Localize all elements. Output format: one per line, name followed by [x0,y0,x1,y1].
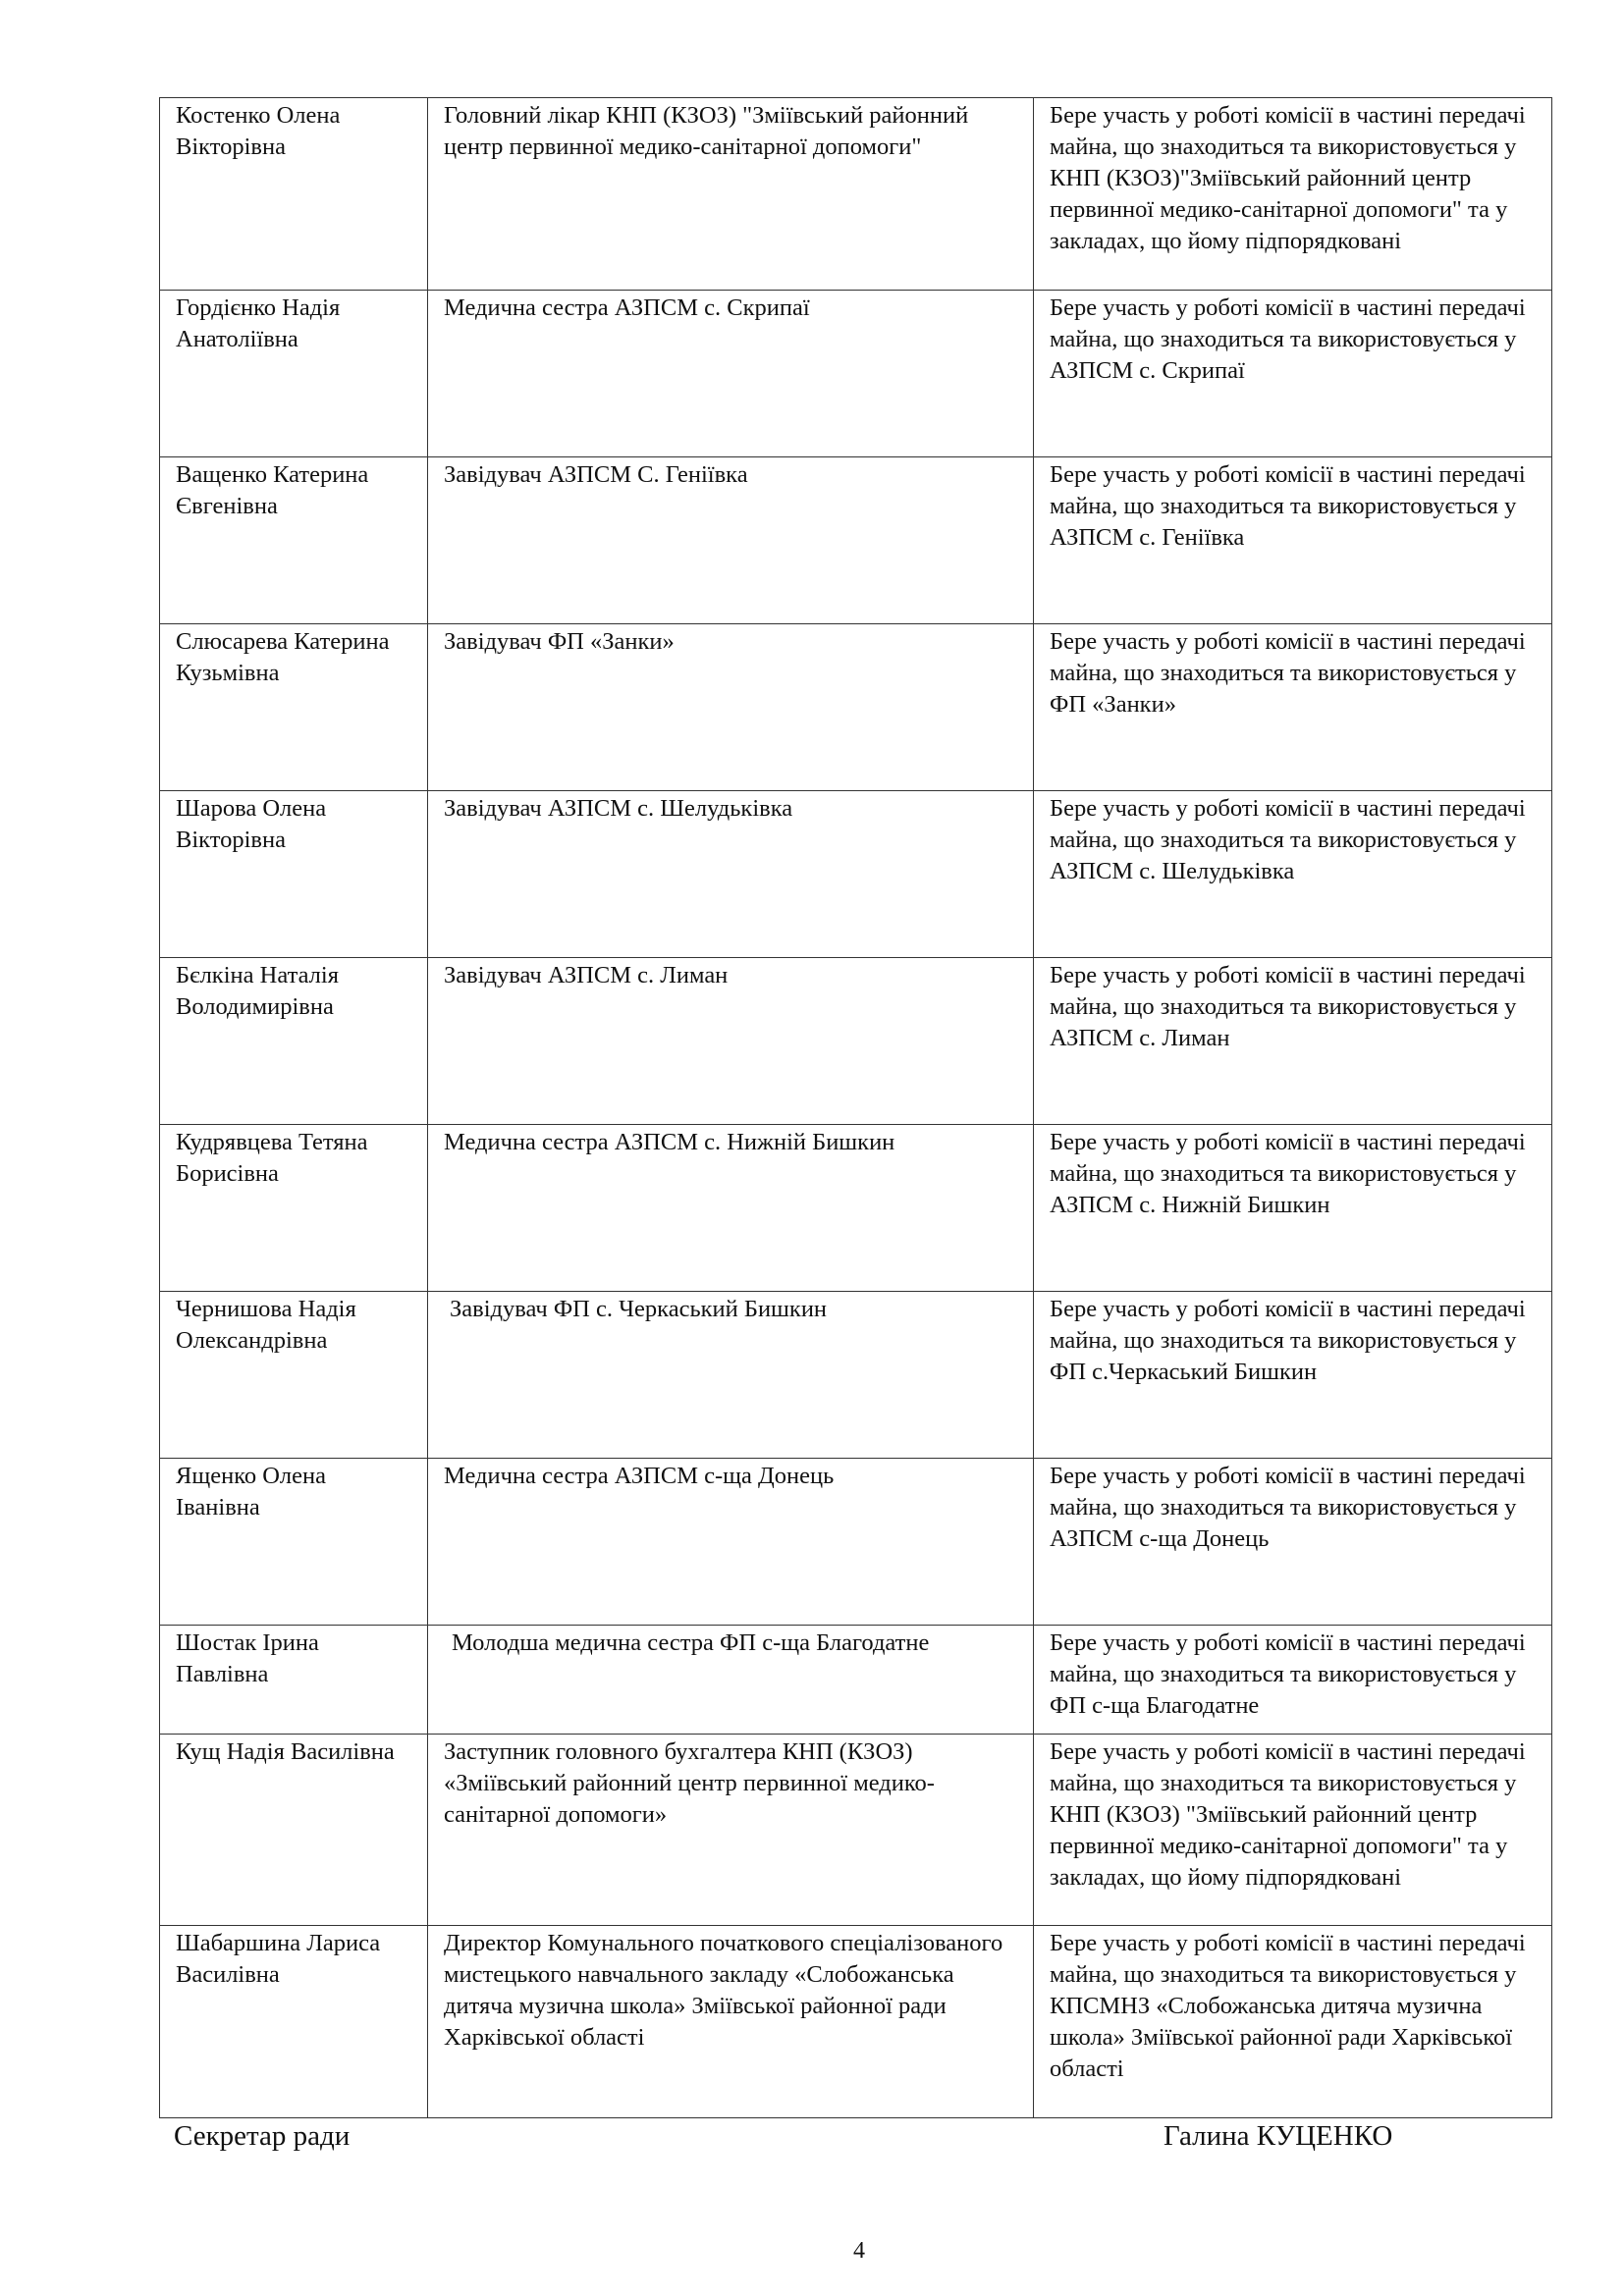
table-row [160,1125,1552,1292]
member-role: Бере участь у роботі комісії в частині передачі майна, що знаходиться та використовується у ФП с-ща Благодатне [1034,1626,1552,1735]
table-row [160,1735,1552,1926]
member-role: Бере участь у роботі комісії в частині передачі майна, що знаходиться та використовується у АЗПСМ с. Скрипаї [1034,291,1552,457]
member-role: Бере участь у роботі комісії в частині передачі майна, що знаходиться та використовується у АЗПСМ с. Геніївка [1034,457,1552,624]
table-row [160,457,1552,624]
member-name: Слюсарева Катерина Кузьмівна [160,624,428,791]
member-name: Бєлкіна Наталія Володимирівна [160,958,428,1125]
member-position: Головний лікар КНП (КЗОЗ) "Зміївський районний центр первинної медико-санітарної допомоги" [428,98,1034,291]
member-role: Бере участь у роботі комісії в частині передачі майна, що знаходиться та використовується у АЗПСМ с. Лиман [1034,958,1552,1125]
table-row [160,1626,1552,1735]
member-position: Молодша медична сестра ФП с-ща Благодатне [428,1626,1034,1735]
member-name: Шарова Олена Вікторівна [160,791,428,958]
table-row [160,624,1552,791]
member-role: Бере участь у роботі комісії в частині передачі майна, що знаходиться та використовується у ФП с.Черкаський Бишкин [1034,1292,1552,1459]
member-role: Бере участь у роботі комісії в частині передачі майна, що знаходиться та використовується у ФП «Занки» [1034,624,1552,791]
table-row [160,958,1552,1125]
table-row [160,1926,1552,2118]
member-position: Медична сестра АЗПСМ с. Нижній Бишкин [428,1125,1034,1292]
commission-members-table [159,97,1552,2118]
member-name: Шабаршина Лариса Василівна [160,1926,428,2118]
member-position: Завідувач ФП с. Черкаський Бишкин [428,1292,1034,1459]
member-role: Бере участь у роботі комісії в частині передачі майна, що знаходиться та використовується у КНП (КЗОЗ) "Зміївський районний центр первинної медико-санітарної допомоги" та у закладах, що йому підпорядковані [1034,1735,1552,1926]
member-position: Медична сестра АЗПСМ с-ща Донець [428,1459,1034,1626]
member-position: Завідувач ФП «Занки» [428,624,1034,791]
member-name: Кущ Надія Василівна [160,1735,428,1926]
table-row [160,1459,1552,1626]
member-name: Чернишова Надія Олександрівна [160,1292,428,1459]
member-role: Бере участь у роботі комісії в частині передачі майна, що знаходиться та використовується у КПСМНЗ «Слобожанська дитяча музична школа» Зміївської районної ради Харківської області [1034,1926,1552,2118]
member-role: Бере участь у роботі комісії в частині передачі майна, що знаходиться та використовується у АЗПСМ с. Шелудьківка [1034,791,1552,958]
member-name: Костенко Олена Вікторівна [160,98,428,291]
signatory-name: Галина КУЦЕНКО [1164,2120,1393,2152]
member-position: Завідувач АЗПСМ с. Лиман [428,958,1034,1125]
table-row [160,791,1552,958]
member-position: Заступник головного бухгалтера КНП (КЗОЗ) «Зміївський районний центр первинної медико-санітарної допомоги» [428,1735,1034,1926]
table-row [160,1292,1552,1459]
member-name: Кудрявцева Тетяна Борисівна [160,1125,428,1292]
member-role: Бере участь у роботі комісії в частині передачі майна, що знаходиться та використовується у АЗПСМ с-ща Донець [1034,1459,1552,1626]
secretary-title: Секретар ради [174,2120,351,2152]
member-position: Директор Комунального початкового спеціалізованого мистецького навчального закладу «Слобожанська дитяча музична школа» Зміївської районної ради Харківської області [428,1926,1034,2118]
member-position: Завідувач АЗПСМ С. Геніївка [428,457,1034,624]
member-role: Бере участь у роботі комісії в частині передачі майна, що знаходиться та використовується у АЗПСМ с. Нижній Бишкин [1034,1125,1552,1292]
member-position: Завідувач АЗПСМ с. Шелудьківка [428,791,1034,958]
member-name: Шостак Ірина Павлівна [160,1626,428,1735]
member-name: Ященко Олена Іванівна [160,1459,428,1626]
table-row [160,98,1552,291]
member-role: Бере участь у роботі комісії в частині передачі майна, що знаходиться та використовується у КНП (КЗОЗ)"Зміївський районний центр первинної медико-санітарної допомоги" та у закладах, що йому підпорядковані [1034,98,1552,291]
member-name: Ващенко Катерина Євгенівна [160,457,428,624]
table-row [160,291,1552,457]
page-number: 4 [853,2238,865,2264]
member-name: Гордієнко Надія Анатоліївна [160,291,428,457]
member-position: Медична сестра АЗПСМ с. Скрипаї [428,291,1034,457]
